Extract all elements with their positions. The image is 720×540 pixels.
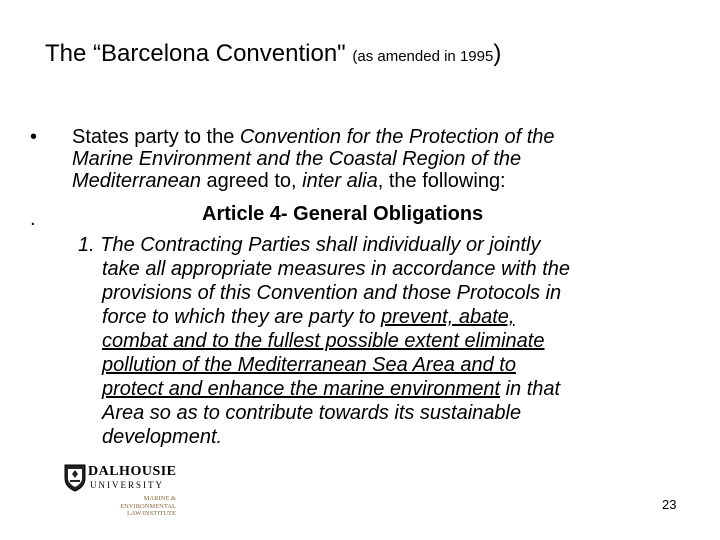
para-line-7-text: in that — [500, 378, 561, 400]
bullet-intro — [30, 126, 670, 192]
stray-dot: . — [30, 208, 36, 230]
logo-institute — [96, 495, 176, 518]
logo-institute-line2: ENVIRONMENTAL — [120, 502, 176, 510]
bullet-icon: • — [30, 126, 38, 148]
title-main: The “Barcelona Convention" — [45, 40, 346, 67]
bullet-text-part2: agreed to, — [200, 170, 303, 192]
para-line-7 — [78, 377, 678, 401]
bullet-text-part1: States party to the — [72, 126, 240, 148]
bullet-text-part3: , the following: — [377, 170, 506, 192]
dalhousie-logo — [60, 462, 190, 522]
convention-name-c: Mediterranean — [72, 170, 201, 192]
para-line-7-underlined: protect and enhance the marine environment — [102, 378, 501, 400]
logo-name-line1: DALHOUSIE — [88, 464, 177, 479]
logo-name-line2: UNIVERSITY — [90, 480, 164, 490]
article-heading: Article 4- General Obligations — [202, 203, 484, 225]
logo-institute-line3: LAW INSTITUTE — [126, 510, 176, 517]
title-closing-paren: ) — [493, 40, 502, 67]
title-amended-note: (as amended in 1995 — [352, 48, 494, 65]
para-line-4-text: force to which they are party to — [102, 306, 382, 328]
para-line-4-underlined: prevent, abate, — [381, 306, 515, 328]
para-line-1: 1. The Contracting Parties shall individually or jointly — [78, 234, 541, 256]
inter-alia: inter alia — [302, 170, 378, 192]
slide-title — [45, 40, 501, 69]
para-line-6: pollution of the Mediterranean Sea Area and to — [102, 354, 516, 376]
para-line-2: take all appropriate measures in accordance with the — [102, 258, 571, 280]
para-line-9: development. — [102, 426, 223, 448]
article-paragraph — [78, 233, 678, 449]
convention-name-b: Marine Environment and the Coastal Region of the — [72, 148, 522, 170]
logo-institute-line1: MARINE & — [143, 495, 176, 502]
para-line-5: combat and to the fullest possible extent eliminate — [102, 330, 545, 352]
page-number: 23 — [662, 497, 677, 512]
para-line-3: provisions of this Convention and those Protocols in — [102, 282, 562, 304]
convention-name-a: Convention for the Protection of the — [239, 126, 555, 148]
bullet-text — [72, 126, 670, 192]
para-line-8: Area so as to contribute towards its sustainable — [102, 402, 522, 424]
para-line-4 — [78, 305, 678, 329]
shield-icon — [64, 464, 86, 492]
